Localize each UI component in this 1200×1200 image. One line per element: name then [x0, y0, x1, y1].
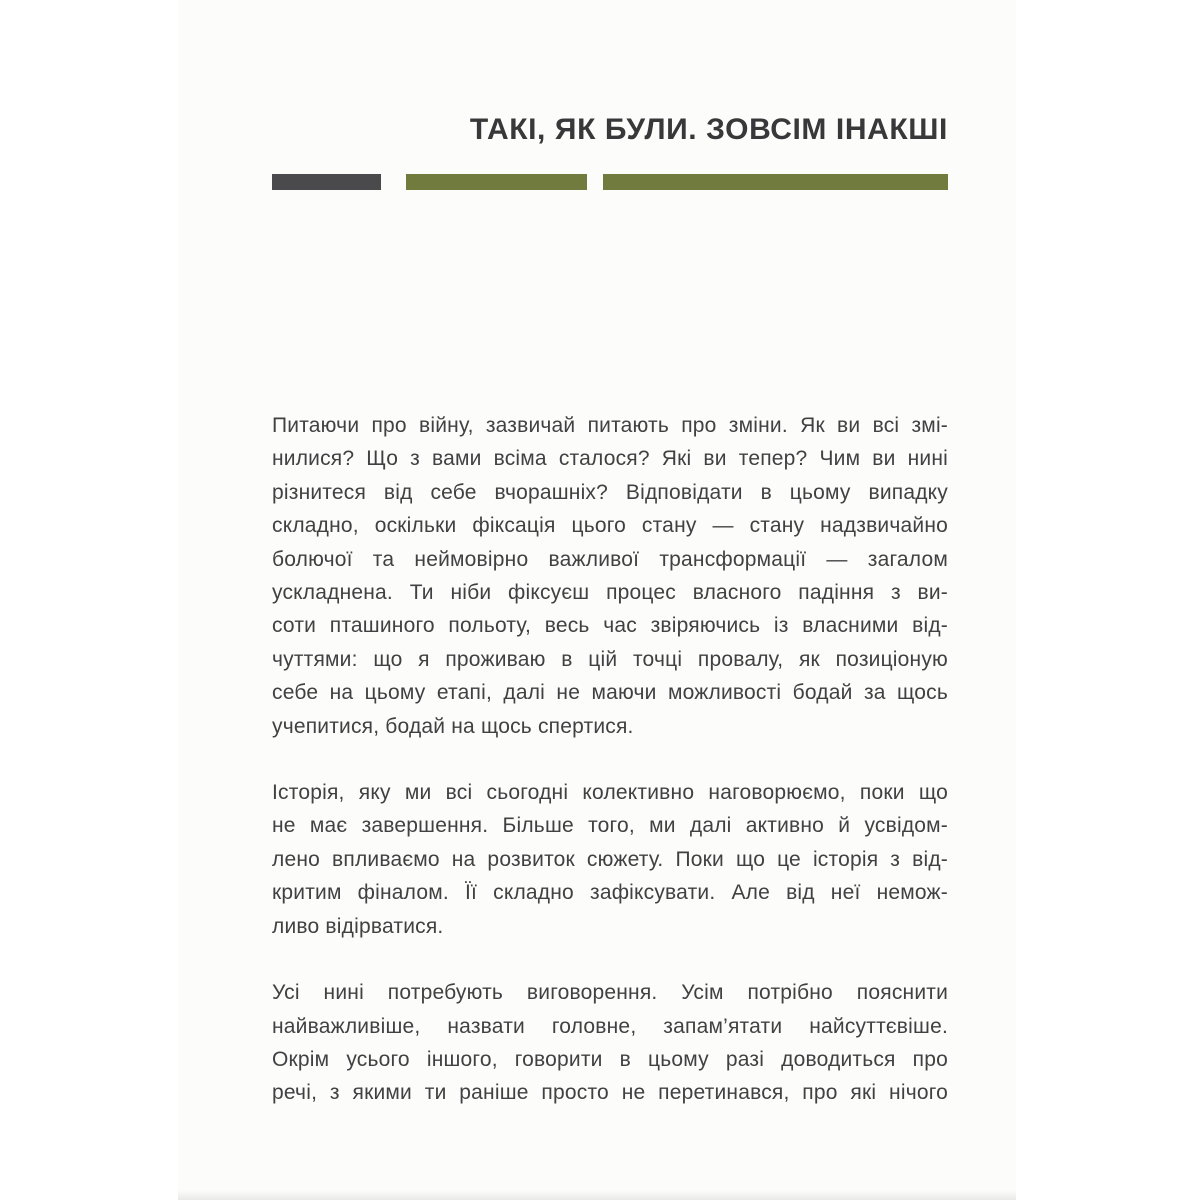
paragraph — [272, 776, 948, 943]
body-text — [272, 409, 948, 1143]
paragraph — [272, 976, 948, 1110]
text-line: Окрім усього іншого, говорити в цьому разі доводиться про — [272, 1047, 948, 1071]
divider-bar-dark — [272, 174, 381, 190]
text-line: Питаючи про війну, зазвичай питають про зміни. Як ви всі змі- — [272, 414, 948, 437]
text-line: соти пташиного польоту, весь час звіряючись із власними від- — [272, 614, 948, 638]
book-page — [178, 0, 1016, 1200]
text-line: речі, з якими ти раніше просто не перетинався, про які нічого — [272, 1081, 948, 1105]
chapter-title: ТАКІ, ЯК БУЛИ. ЗОВСІМ ІНАКШІ — [469, 113, 948, 146]
text-line: не має завершення. Більше того, ми далі активно й усвідом- — [272, 814, 948, 838]
text-line: учепитися, бодай на щось спертися. — [272, 714, 634, 738]
divider-bar-olive-2 — [603, 174, 948, 190]
text-line: себе на цьому етапі, далі не маючи можливості бодай за щось — [272, 681, 948, 705]
text-line: ливо відірватися. — [272, 914, 444, 938]
page-edge-shadow — [178, 1190, 1016, 1200]
divider-bars — [272, 174, 948, 191]
text-line: ускладнена. Ти ніби фіксуєш процес власного падіння з ви- — [272, 581, 948, 605]
paragraph — [272, 409, 948, 743]
divider-bar-olive-1 — [406, 174, 587, 190]
text-line: критим фіналом. Її складно зафіксувати. Але від неї немож- — [272, 881, 948, 905]
text-line: Усі нині потребують виговорення. Усім потрібно пояснити — [272, 981, 948, 1005]
text-line: болючої та неймовірно важливої трансформації — загалом — [272, 547, 948, 571]
text-line: складно, оскільки фіксація цього стану — стану надзвичайно — [272, 514, 948, 538]
text-line: нилися? Що з вами всіма сталося? Які ви тепер? Чим ви нині — [272, 447, 948, 471]
text-line: лено впливаємо на розвиток сюжету. Поки що це історія з від- — [272, 847, 948, 871]
text-line: різнитеся від себе вчорашніх? Відповідати в цьому випадку — [272, 480, 948, 504]
text-line: Історія, яку ми всі сьогодні колективно наговорюємо, поки що — [272, 781, 948, 805]
text-line: найважливіше, назвати головне, запам’ятати найсуттєвіше. — [272, 1014, 948, 1038]
text-line: чуттями: що я проживаю в цій точці провалу, як позиціоную — [272, 647, 948, 671]
